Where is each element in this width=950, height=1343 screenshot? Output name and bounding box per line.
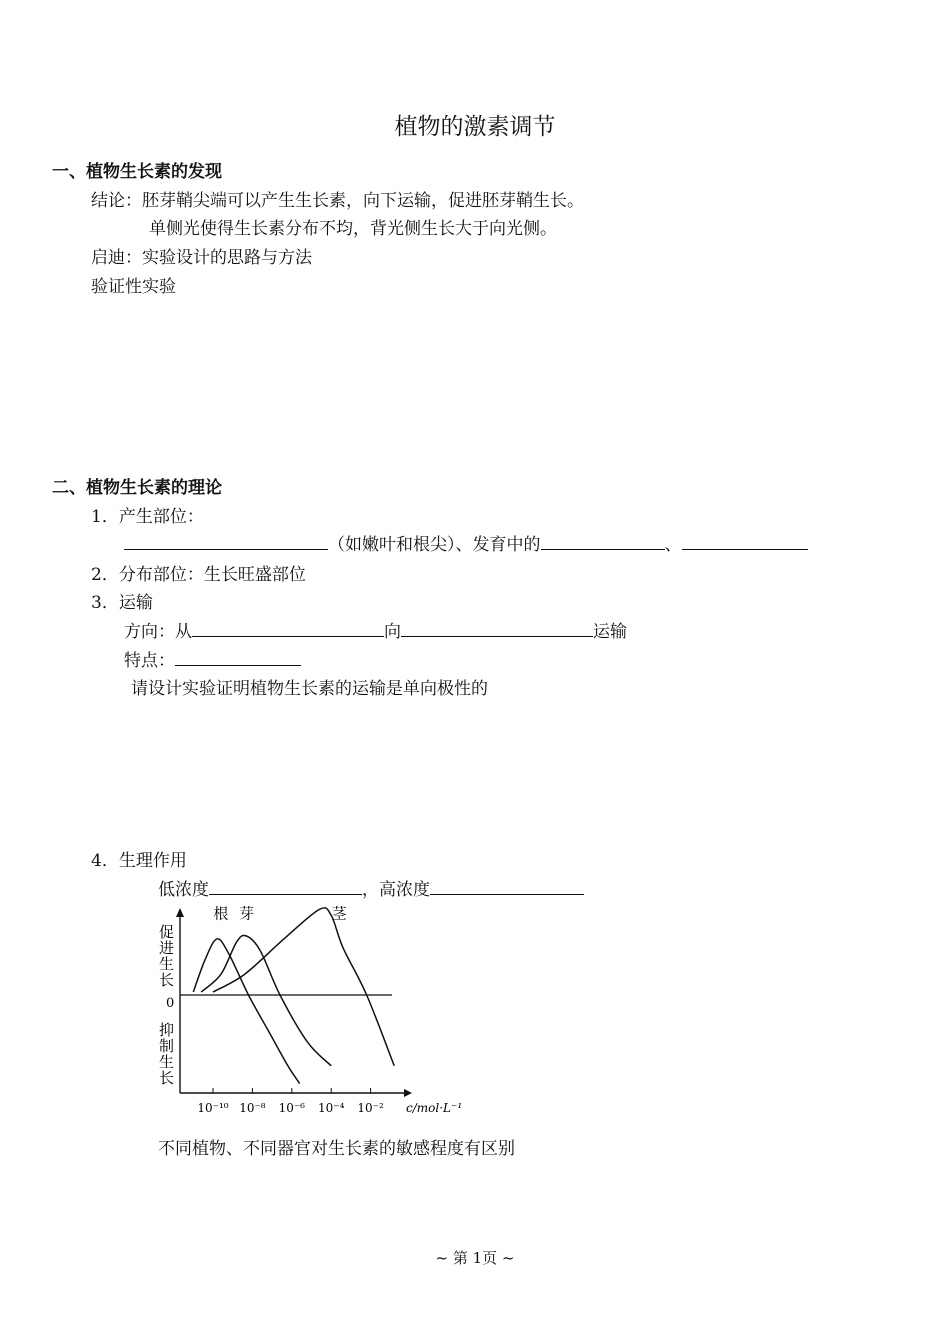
y-label-inhibit xyxy=(159,1021,174,1087)
conclusion-line-1 xyxy=(91,186,584,211)
item-2-text: 2．分布部位：生长旺盛部位 xyxy=(91,565,306,585)
x-ticks xyxy=(197,1088,384,1115)
x-tick-label: 10⁻⁴ xyxy=(317,1101,345,1115)
series-label: 芽 xyxy=(238,905,254,923)
direction-line xyxy=(124,617,627,642)
direction-mid: 向 xyxy=(384,622,401,642)
feature-label: 特点： xyxy=(124,651,175,671)
conclusion-text-1: 胚芽鞘尖端可以产生生长素，向下运输，促进胚芽鞘生长。 xyxy=(142,191,584,211)
curves xyxy=(193,905,394,1084)
concentration-line xyxy=(158,875,584,900)
x-axis-label: c/mol·L⁻¹ xyxy=(406,1101,463,1115)
item-4-label: 4．生理作用 xyxy=(91,851,187,871)
blank-field[interactable] xyxy=(541,532,665,550)
conclusion-text-2: 单侧光使得生长素分布不均，背光侧生长大于向光侧。 xyxy=(149,219,557,239)
blank-field[interactable] xyxy=(124,532,328,550)
blank-field[interactable] xyxy=(192,619,384,637)
high-conc-label: ，高浓度 xyxy=(362,880,430,900)
inspiration-text: 启迪：实验设计的思路与方法 xyxy=(91,248,312,268)
x-tick-label: 10⁻⁶ xyxy=(278,1101,306,1115)
section-1-heading: 一、植物生长素的发现 xyxy=(52,162,222,182)
blank-field[interactable] xyxy=(682,532,808,550)
series-label: 茎 xyxy=(331,905,347,923)
design-prompt: 请设计实验证明植物生长素的运输是单向极性的 xyxy=(131,679,488,699)
x-axis-arrow xyxy=(404,1089,412,1097)
y-axis-label: 促进生长 xyxy=(159,923,175,989)
page-title: 植物的激素调节 xyxy=(394,114,556,140)
item-1-mid-text: （如嫩叶和根尖）、发育中的 xyxy=(328,535,541,555)
section-2-heading: 二、植物生长素的理论 xyxy=(52,478,222,498)
y-axis-arrow xyxy=(176,908,184,917)
series-label: 根 xyxy=(213,905,229,923)
sensitivity-note: 不同植物、不同器官对生长素的敏感程度有区别 xyxy=(158,1139,515,1159)
blank-field[interactable] xyxy=(401,619,593,637)
blank-field[interactable] xyxy=(430,877,584,895)
item-1-label: 1．产生部位： xyxy=(91,507,204,527)
zero-label: 0 xyxy=(166,996,175,1011)
item-1-separator: 、 xyxy=(664,535,682,555)
x-tick-label: 10⁻⁸ xyxy=(239,1101,266,1115)
item-3-label: 3．运输 xyxy=(91,593,153,613)
x-tick-label: 10⁻² xyxy=(357,1101,384,1115)
verification-text: 验证性实验 xyxy=(91,277,176,297)
blank-field[interactable] xyxy=(175,648,301,666)
y-label-promote xyxy=(159,923,174,989)
blank-field[interactable] xyxy=(209,877,362,895)
item-1-fill-line xyxy=(124,530,808,555)
direction-end: 运输 xyxy=(593,622,627,642)
x-tick-label: 10⁻¹⁰ xyxy=(197,1101,229,1115)
page-footer: ~ 第 1页 ~ xyxy=(435,1249,515,1267)
feature-line xyxy=(124,646,301,671)
curve-茎 xyxy=(213,908,394,1066)
y-axis-label: 抑制生长 xyxy=(159,1021,175,1087)
curve-根 xyxy=(193,939,299,1084)
auxin-chart xyxy=(150,905,470,1120)
direction-label: 方向：从 xyxy=(124,622,192,642)
conclusion-label: 结论： xyxy=(91,191,142,211)
low-conc-label: 低浓度 xyxy=(158,880,209,900)
